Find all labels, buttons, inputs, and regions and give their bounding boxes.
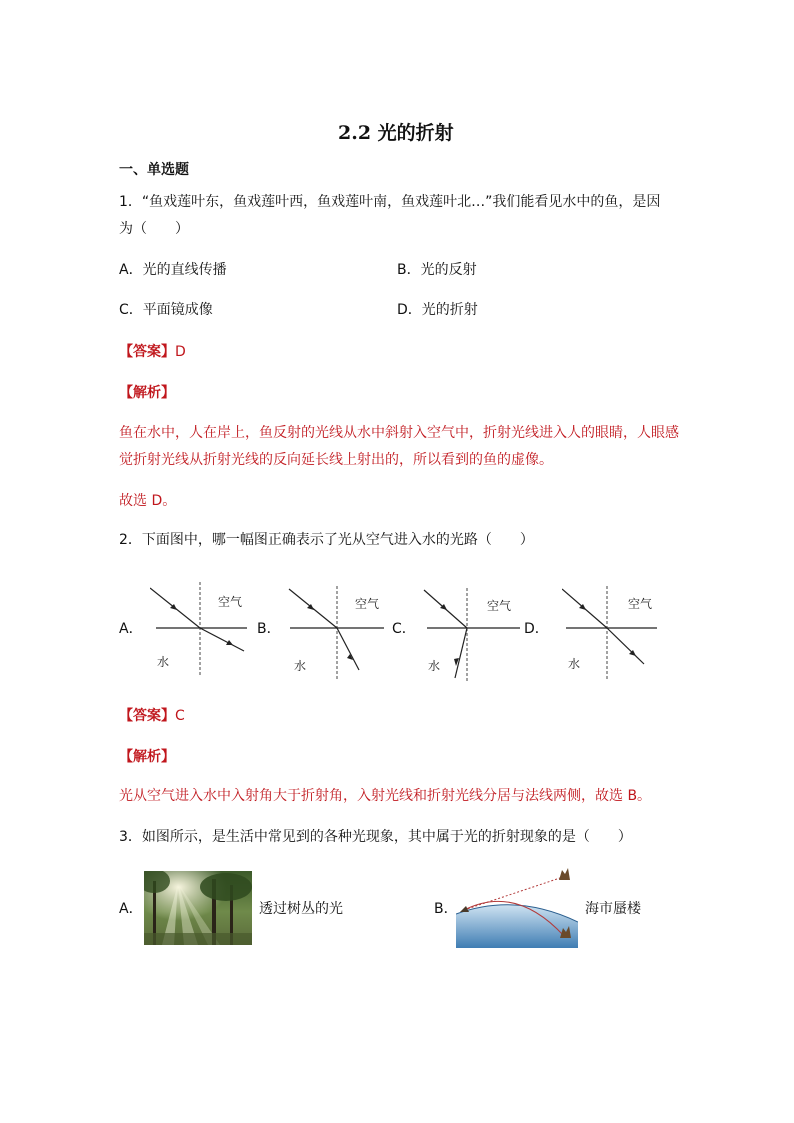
q2-option-d-letter: D． [524, 621, 549, 637]
q1-analysis-line2: 觉折射光线从折射光线的反向延长线上射出的，所以看到的鱼的虚像。 [119, 452, 553, 468]
answer-tag: 【答案】 [119, 344, 175, 360]
q1-conclusion: 故选 D。 [119, 493, 177, 509]
q3-stem: 3．如图所示，是生活中常见到的各种光现象，其中属于光的折射现象的是（ ） [119, 829, 632, 845]
q1-stem-line1: 1．“鱼戏莲叶东，鱼戏莲叶西，鱼戏莲叶南，鱼戏莲叶北…”我们能看见水中的鱼，是因 [119, 194, 661, 210]
water-label: 水 [428, 659, 441, 673]
page-title: 2.2 光的折射 [338, 122, 454, 144]
water-label: 水 [568, 657, 581, 671]
water-label: 水 [157, 655, 170, 669]
q1-analysis-tag: 【解析】 [119, 385, 175, 401]
air-label: 空气 [218, 595, 243, 609]
q2-option-b-letter: B． [257, 621, 281, 637]
q2-diagram-d [562, 584, 687, 686]
forest-light-photo [144, 871, 252, 945]
q1-stem-line2: 为（ ） [119, 221, 189, 237]
q2-option-c-letter: C． [392, 621, 416, 637]
q2-stem: 2．下面图中，哪一幅图正确表示了光从空气进入水的光路（ ） [119, 532, 534, 548]
q1-option-d: D．光的折射 [397, 302, 478, 318]
air-label: 空气 [355, 597, 380, 611]
q2-analysis-tag: 【解析】 [119, 749, 175, 765]
q1-analysis-line1: 鱼在水中，人在岸上，鱼反射的光线从水中斜射入空气中，折射光线进入人的眼睛，人眼感 [119, 425, 679, 441]
q1-option-c: C．平面镜成像 [119, 302, 213, 318]
q1-option-a: A．光的直线传播 [119, 262, 227, 278]
answer-value: C [175, 708, 185, 724]
q2-option-a-letter: A． [119, 621, 143, 637]
q3-option-a-caption: 透过树丛的光 [259, 901, 343, 917]
q2-analysis: 光从空气进入水中入射角大于折射角，入射光线和折射光线分居与法线两侧，故选 B。 [119, 788, 652, 804]
air-label: 空气 [628, 597, 653, 611]
q3-option-b-caption: 海市蜃楼 [585, 901, 641, 917]
q3-option-b-letter: B． [434, 901, 458, 917]
mirage-diagram [456, 866, 578, 948]
air-label: 空气 [487, 599, 512, 613]
q1-answer [119, 341, 186, 361]
q1-option-b: B．光的反射 [397, 262, 477, 278]
q3-option-a-letter: A． [119, 901, 143, 917]
water-label: 水 [294, 659, 307, 673]
section-heading: 一、单选题 [119, 162, 189, 178]
answer-value: D [175, 344, 186, 360]
q2-answer [119, 705, 185, 725]
answer-tag: 【答案】 [119, 708, 175, 724]
